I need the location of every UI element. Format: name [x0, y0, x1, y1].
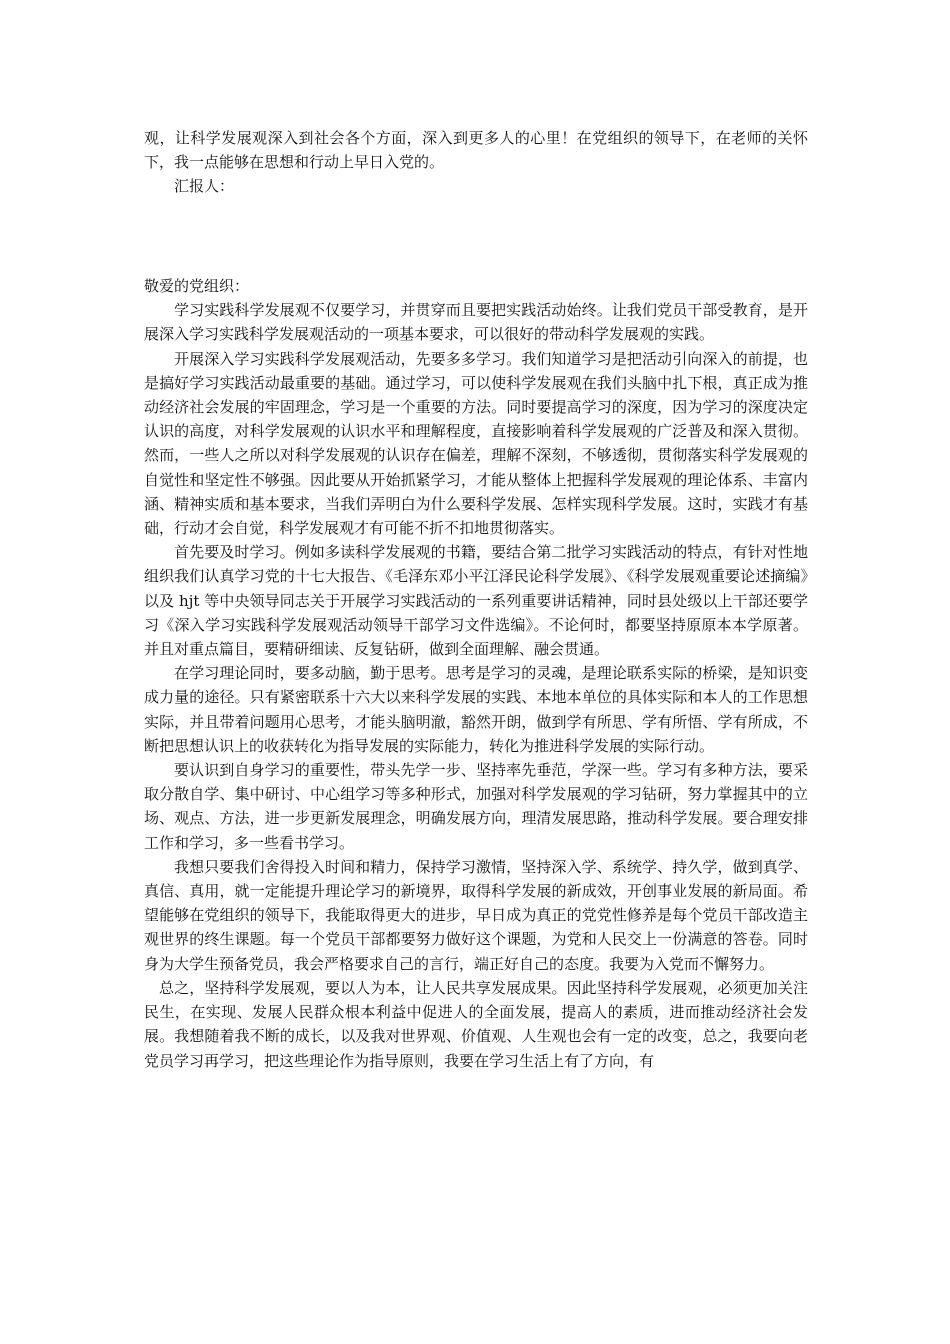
salutation: 敬爱的党组织： — [144, 277, 250, 295]
body-paragraph: 在学习理论同时，要多动脑，勤于思考。思考是学习的灵魂，是理论联系实际的桥梁，是知识变成力量的途径。只有紧密联系十六大以来科学发展的实践、本地本单位的具体实际和本人的工作思想实际，并且带着问题用心思考，才能头脑明澈，豁然开朗，做到学有所思、学有所悟、学有所成，不断把思想认识上的收获转化为指导发展的实际能力，转化为推进科学发展的实际行动。 — [144, 664, 808, 755]
thought-report-section — [144, 274, 808, 1073]
body-paragraph: 我想只要我们舍得投入时间和精力，保持学习激情，坚持深入学、系统学、持久学，做到真学、真信、真用，就一定能提升理论学习的新境界，取得科学发展的新成效，开创事业发展的新局面。希望能够在党组织的领导下，我能取得更大的进步，早日成为真正的党党性修养是每个党员干部改造主观世界的终生课题。每一个党员干部都要努力做好这个课题，为党和人民交上一份满意的答卷。同时身为大学生预备党员，我会严格要求自己的言行，端正好自己的态度。我要为入党而不懈努力。 — [144, 857, 808, 973]
body-paragraph: 要认识到自身学习的重要性，带头先学一步、坚持率先垂范，学深一些。学习有多种方法，要采取分散自学、集中研讨、中心组学习等多种形式，加强对科学发展观的学习钻研，努力掌握其中的立场、观点、方法，进一步更新发展理念，明确发展方向，理清发展思路，推动科学发展。要合理安排工作和学习，多一些看书学习。 — [144, 761, 808, 852]
closing-paragraph: 观，让科学发展观深入到社会各个方面，深入到更多人的心里！在党组织的领导下，在老师的关怀下，我一点能够在思想和行动上早日入党的。 — [144, 129, 808, 172]
body-paragraph: 学习实践科学发展观不仅要学习，并贯穿而且要把实践活动始终。让我们党员干部受教育，是开展深入学习实践科学发展观活动的一项基本要求，可以很好的带动科学发展观的实践。 — [144, 301, 808, 344]
body-paragraph: 总之，坚持科学发展观，要以人为本，让人民共享发展成果。因此坚持科学发展观，必须更加关注民生，在实现、发展人民群众根本利益中促进人的全面发展，提高人的素质，进而推动经济社会发展。我想随着我不断的成长，以及我对世界观、价值观、人生观也会有一定的改变，总之，我要向老党员学习再学习，把这些理论作为指导原则，我要在学习生活上有了方向，有 — [144, 978, 808, 1070]
report-ending-section — [144, 126, 808, 199]
reporter-label: 汇报人： — [174, 177, 235, 196]
body-paragraph: 开展深入学习实践科学发展观活动，先要多多学习。我们知道学习是把活动引向深入的前提，也是搞好学习实践活动最重要的基础。通过学习，可以使科学发展观在我们头脑中扎下根，真正成为推动经济社会发展的牢固理念，学习是一个重要的方法。同时要提高学习的深度，因为学习的深度决定认识的高度，对科学发展观的认识水平和理解程度，直接影响着科学发展观的广泛普及和深入贯彻。然而，一些人之所以对科学发展观的认识存在偏差，理解不深刻，不够透彻，贯彻落实科学发展观的自觉性和坚定性不够强。因此要从开始抓紧学习，才能从整体上把握科学发展观的理论体系、丰富内涵、精神实质和基本要求，当我们弄明白为什么要科学发展、怎样实现科学发展。这时，实践才有基础，行动才会自觉，科学发展观才有可能不折不扣地贯彻落实。 — [144, 349, 808, 538]
body-paragraph: 首先要及时学习。例如多读科学发展观的书籍，要结合第二批学习实践活动的特点，有针对性地组织我们认真学习党的十七大报告、《毛泽东邓小平江泽民论科学发展》、《科学发展观重要论述摘编》以及 hjt 等中央领导同志关于开展学习实践活动的一系列重要讲话精神，同时县处级以上干部还要学习《深入学习实践科学发展观活动领导干部学习文件选编》。不论何时，都要坚持原原本本学原著。并且对重点篇目，要精研细读、反复钻研，做到全面理解、融会贯通。 — [144, 543, 808, 659]
